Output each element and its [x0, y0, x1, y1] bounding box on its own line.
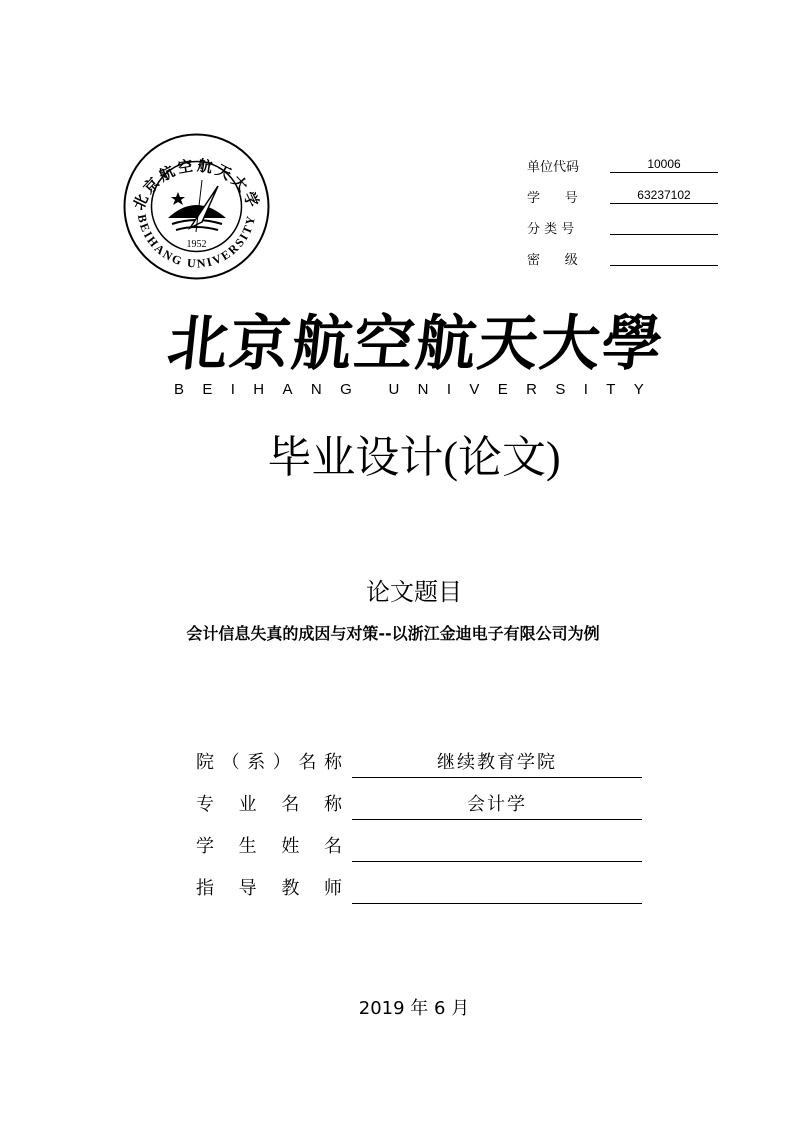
- student-id-row: [527, 185, 719, 216]
- label-char: 名: [281, 794, 300, 815]
- unit-code-label: 单位代码: [527, 160, 580, 175]
- advisor-label: [196, 876, 342, 902]
- classification-field[interactable]: [610, 218, 718, 235]
- label-char: 教: [281, 878, 300, 899]
- student-id-field[interactable]: 63237102: [610, 187, 718, 204]
- submission-date: 2019 年 6 月: [358, 998, 470, 1019]
- student-info-table: [196, 746, 644, 914]
- secrecy-label: 密 级: [527, 253, 578, 268]
- university-seal: [122, 132, 271, 281]
- seal-emblem: [168, 180, 226, 232]
- student-id-label: 学 号: [527, 191, 578, 206]
- label-char: 业: [238, 794, 257, 815]
- wordmark-letter: G: [340, 381, 352, 398]
- wordmark-letter: N: [417, 381, 429, 398]
- label-char: 学: [196, 836, 214, 857]
- seal-year: 1952: [186, 239, 207, 250]
- label-char: 姓: [281, 836, 300, 857]
- student-name-label: [196, 834, 342, 860]
- classification-label: 分 类 号: [527, 222, 575, 237]
- wordmark-letter: I: [230, 381, 235, 398]
- document-type-title: 毕业设计(论文): [267, 433, 561, 482]
- label-char: 系: [247, 752, 266, 773]
- wordmark-letter: T: [606, 381, 616, 398]
- label-char: 名: [298, 752, 317, 773]
- thesis-topic-label: 论文题目: [366, 578, 462, 606]
- wordmark-letter: B: [174, 381, 185, 398]
- wordmark-letter: U: [388, 381, 400, 398]
- major-label: [196, 792, 342, 818]
- meta-info: [527, 154, 719, 278]
- wordmark-letter: I: [446, 381, 452, 398]
- department-field[interactable]: 继续教育学院: [352, 750, 642, 778]
- wordmark-letter: E: [497, 381, 508, 398]
- label-char: 名: [323, 836, 342, 857]
- thesis-topic-text: 会计信息失真的成因与对策--以浙江金迪电子有限公司为例: [186, 624, 600, 643]
- wordmark-letter: H: [253, 381, 265, 398]
- unit-code-field[interactable]: 10006: [610, 156, 718, 173]
- classification-row: [527, 216, 719, 247]
- department-label: [196, 750, 342, 776]
- major-field[interactable]: 会计学: [352, 792, 642, 820]
- label-char: 院: [196, 752, 214, 773]
- wordmark-letter: N: [310, 381, 322, 398]
- wordmark-letter: V: [469, 381, 480, 398]
- label-char: 称: [323, 794, 342, 815]
- student-name-row: [196, 830, 644, 872]
- wordmark-letter: A: [282, 381, 293, 398]
- major-row: [196, 788, 644, 830]
- label-char: （: [221, 752, 240, 773]
- label-char: 专: [196, 794, 214, 815]
- seal-english-text: BEIHANG UNIVERSITY: [134, 213, 259, 271]
- wordmark-letter: S: [555, 381, 566, 398]
- wordmark-letter: I: [583, 381, 588, 398]
- department-row: [196, 746, 644, 788]
- label-char: 称: [323, 752, 342, 773]
- university-wordmark-english: [174, 380, 644, 400]
- wordmark-letter: E: [202, 381, 213, 398]
- label-char: ）: [272, 752, 291, 773]
- advisor-row: [196, 872, 644, 914]
- wordmark-letter: Y: [633, 381, 644, 398]
- secrecy-row: [527, 247, 719, 278]
- advisor-field[interactable]: [352, 876, 642, 904]
- label-char: 生: [238, 836, 257, 857]
- unit-code-row: [527, 154, 719, 185]
- university-wordmark-chinese: 北京航空航天大學: [164, 309, 668, 379]
- wordmark-letter: R: [526, 381, 537, 398]
- seal-chinese-text: 北京航空航天大学: [129, 156, 264, 213]
- student-name-field[interactable]: [352, 834, 642, 862]
- label-char: 指: [196, 878, 214, 899]
- label-char: 导: [238, 878, 257, 899]
- label-char: 师: [323, 878, 342, 899]
- secrecy-field[interactable]: [610, 249, 718, 266]
